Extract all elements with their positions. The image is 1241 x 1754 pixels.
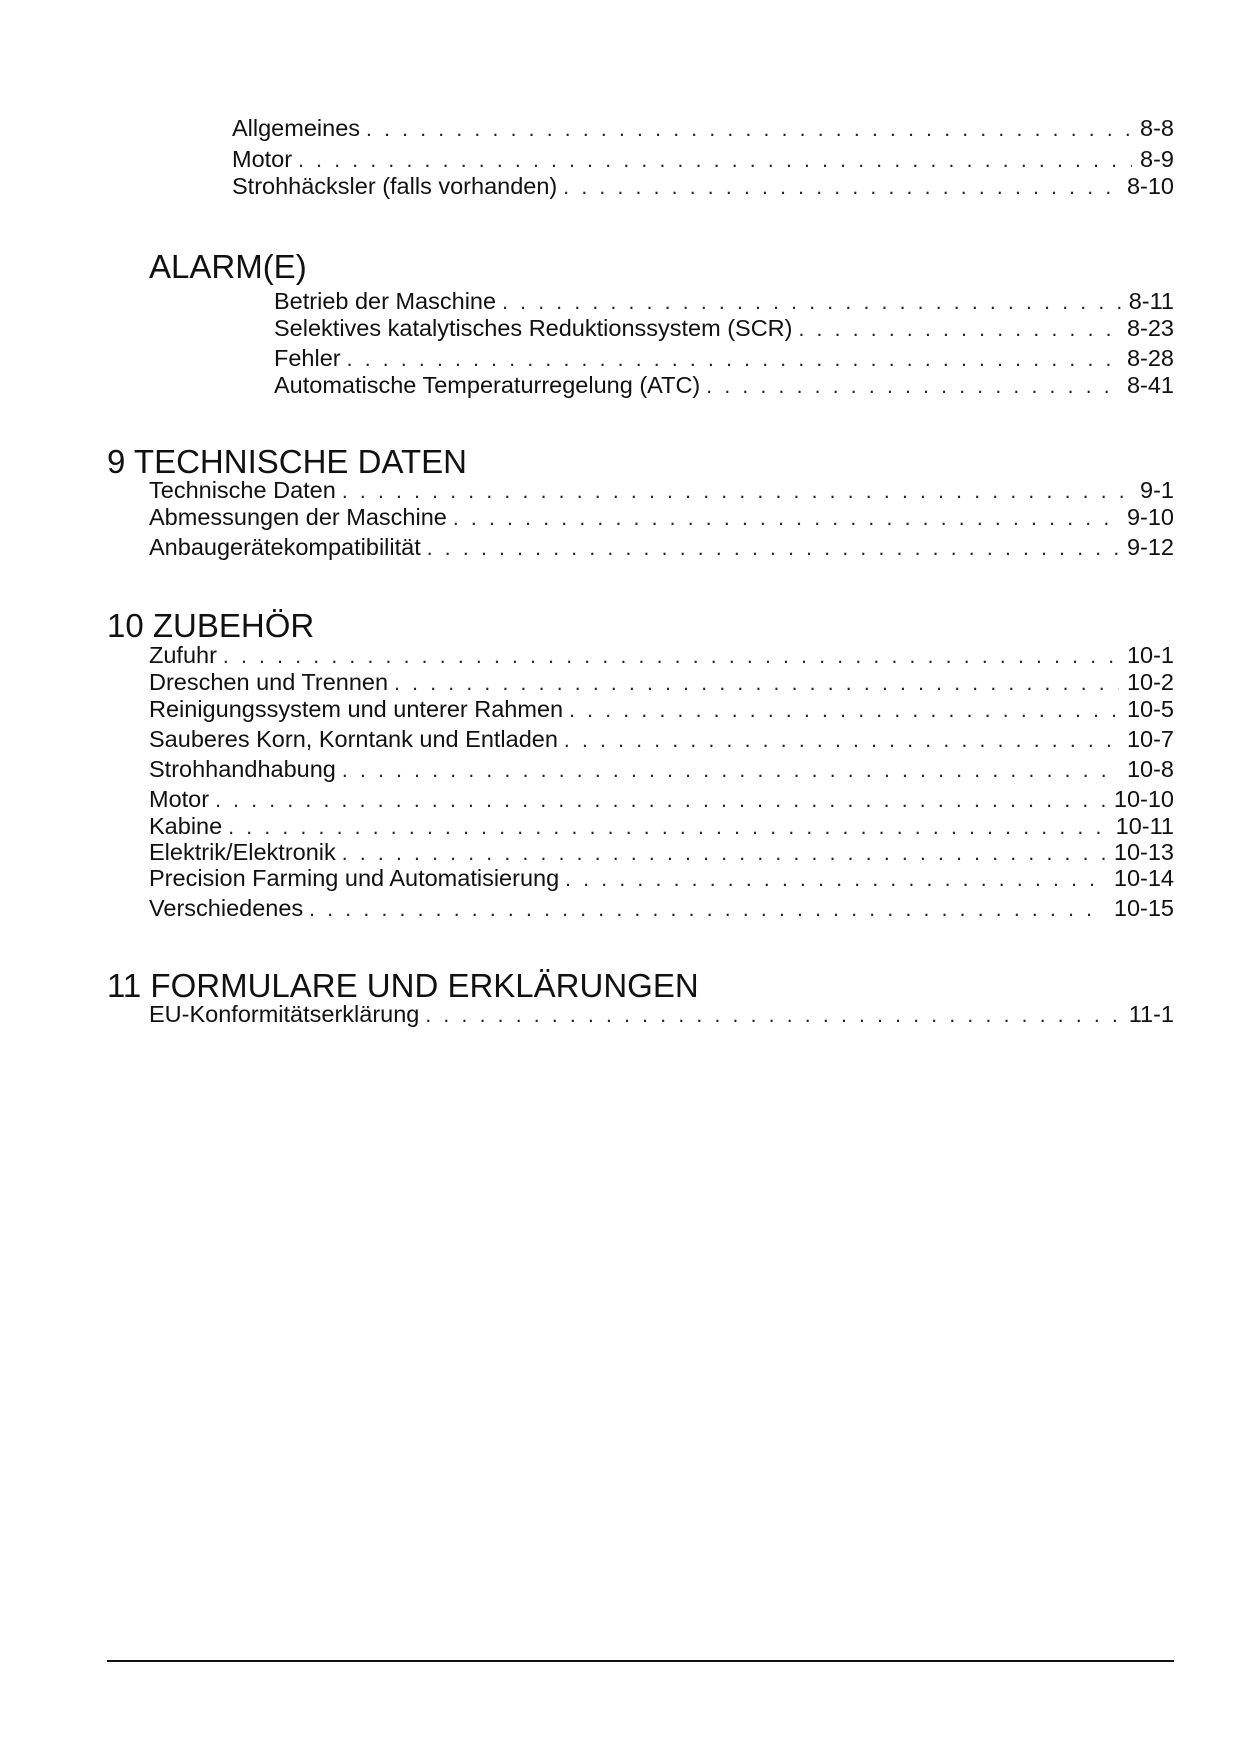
dot-leader xyxy=(342,478,1132,506)
toc-entry-label: Motor xyxy=(149,786,210,812)
toc-entry-label: Precision Farming und Automatisierung xyxy=(149,865,560,891)
toc-entry-page: 8-28 xyxy=(1126,345,1174,371)
toc-entry-label: Automatische Temperaturregelung (ATC) xyxy=(274,372,701,398)
toc-entry-label: Selektives katalytisches Reduktionssystem (SCR) xyxy=(274,315,793,341)
dot-leader xyxy=(569,697,1119,725)
toc-entry-strohhaecksler[interactable] xyxy=(232,172,1174,202)
toc-entry-page: 10-10 xyxy=(1113,786,1174,812)
toc-entry-page: 10-13 xyxy=(1113,839,1174,865)
toc-entry-verschiedenes[interactable] xyxy=(149,894,1174,924)
chapter-heading-11[interactable]: 11 FORMULARE UND ERKLÄRUNGEN xyxy=(107,967,699,1004)
toc-entry-label: Verschiedenes xyxy=(149,895,304,921)
dot-leader xyxy=(347,346,1119,374)
dot-leader xyxy=(223,643,1119,671)
toc-entry-label: Kabine xyxy=(149,813,223,839)
toc-entry-label: EU-Konformitätserklärung xyxy=(149,1001,420,1027)
toc-entry-page: 10-11 xyxy=(1115,813,1174,839)
dot-leader xyxy=(563,174,1119,202)
dot-leader xyxy=(366,116,1132,144)
toc-entry-eu-konformitaet[interactable] xyxy=(149,1000,1174,1030)
toc-entry-label: Reinigungssystem und unterer Rahmen xyxy=(149,696,564,722)
chapter-heading-9[interactable]: 9 TECHNISCHE DATEN xyxy=(107,443,468,480)
toc-entry-fehler[interactable] xyxy=(274,344,1174,374)
toc-entry-page: 8-10 xyxy=(1126,173,1174,199)
dot-leader xyxy=(564,727,1119,755)
toc-entry-label: Sauberes Korn, Korntank und Entladen xyxy=(149,726,558,752)
section-heading-alarm[interactable]: ALARM(E) xyxy=(149,248,307,285)
toc-entry-page: 9-10 xyxy=(1126,504,1174,530)
dot-leader xyxy=(706,373,1119,401)
toc-entry-scr[interactable] xyxy=(274,314,1174,344)
toc-entry-label: Elektrik/Elektronik xyxy=(149,839,336,865)
toc-entry-abmessungen[interactable] xyxy=(149,503,1174,533)
toc-entry-page: 10-14 xyxy=(1113,865,1174,891)
dot-leader xyxy=(425,1002,1120,1030)
dot-leader xyxy=(394,670,1119,698)
toc-entry-page: 9-12 xyxy=(1126,534,1174,560)
toc-entry-page: 10-7 xyxy=(1126,726,1174,752)
toc-entry-label: Technische Daten xyxy=(149,477,336,503)
toc-entry-page: 10-5 xyxy=(1126,696,1174,722)
toc-entry-page: 8-23 xyxy=(1126,315,1174,341)
toc-entry-page: 8-11 xyxy=(1128,288,1174,314)
toc-entry-page: 9-1 xyxy=(1140,477,1174,503)
dot-leader xyxy=(453,505,1119,533)
toc-entry-label: Strohhäcksler (falls vorhanden) xyxy=(232,173,558,199)
toc-entry-reinigungssystem[interactable] xyxy=(149,695,1174,725)
toc-entry-label: Fehler xyxy=(274,345,341,371)
toc-entry-page: 10-8 xyxy=(1126,756,1174,782)
toc-entry-allgemeines[interactable] xyxy=(232,114,1174,144)
toc-entry-strohhandhabung[interactable] xyxy=(149,755,1174,785)
toc-entry-betrieb[interactable] xyxy=(274,287,1174,317)
toc-entry-page: 8-41 xyxy=(1126,372,1174,398)
dot-leader xyxy=(427,535,1119,563)
toc-entry-label: Dreschen und Trennen xyxy=(149,669,389,695)
dot-leader xyxy=(215,787,1106,815)
toc-entry-label: Anbaugerätekompatibilität xyxy=(149,534,421,560)
dot-leader xyxy=(502,289,1121,317)
toc-entry-dreschen[interactable] xyxy=(149,668,1174,698)
toc-entry-zufuhr[interactable] xyxy=(149,641,1174,671)
toc-entry-label: Betrieb der Maschine xyxy=(274,288,497,314)
toc-entry-precision-farming[interactable] xyxy=(149,864,1174,894)
toc-entry-page: 8-9 xyxy=(1140,146,1174,172)
toc-entry-page: 10-1 xyxy=(1126,642,1174,668)
toc-entry-page: 10-2 xyxy=(1126,669,1174,695)
footer-rule xyxy=(107,1660,1174,1662)
toc-entry-anbaugeraete[interactable] xyxy=(149,533,1174,563)
toc-entry-atc[interactable] xyxy=(274,371,1174,401)
toc-entry-page: 8-8 xyxy=(1140,115,1174,141)
toc-entry-motor-10[interactable] xyxy=(149,785,1174,815)
dot-leader xyxy=(565,866,1106,894)
toc-entry-page: 10-15 xyxy=(1113,895,1174,921)
dot-leader xyxy=(342,757,1119,785)
toc-entry-label: Strohhandhabung xyxy=(149,756,336,782)
toc-entry-page: 11-1 xyxy=(1128,1001,1174,1027)
toc-entry-technische-daten[interactable] xyxy=(149,476,1174,506)
dot-leader xyxy=(798,316,1118,344)
toc-entry-motor-8[interactable] xyxy=(232,145,1174,175)
toc-entry-label: Allgemeines xyxy=(232,115,361,141)
toc-entry-label: Motor xyxy=(232,146,293,172)
toc-entry-label: Zufuhr xyxy=(149,642,217,668)
chapter-heading-10[interactable]: 10 ZUBEHÖR xyxy=(107,607,315,644)
toc-entry-label: Abmessungen der Maschine xyxy=(149,504,447,530)
dot-leader xyxy=(298,147,1132,175)
dot-leader xyxy=(309,896,1106,924)
toc-entry-sauberes-korn[interactable] xyxy=(149,725,1174,755)
